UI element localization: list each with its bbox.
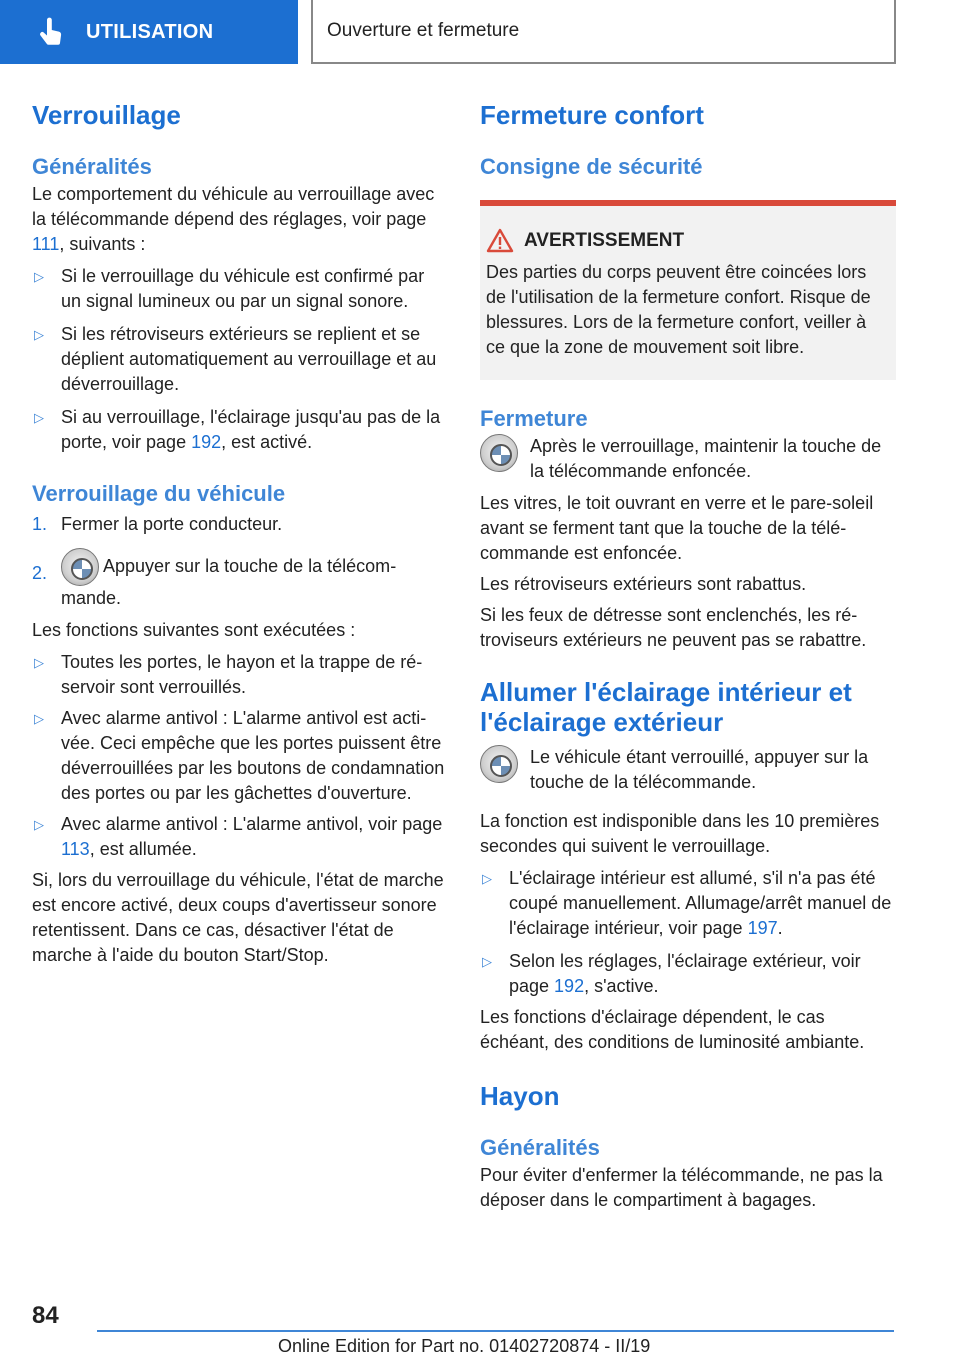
page-link-192[interactable]: 192 [191, 432, 222, 452]
remote-key-icon [480, 745, 518, 783]
chapter-title: Ouverture et fermeture [327, 20, 520, 41]
heading-verrouillage: Verrouillage [32, 100, 181, 130]
intro-paragraph: Le comportement du véhicule au verrouillage avec la télécommande dépend des réglages, voir page 111, suivants : [32, 184, 435, 254]
edition-footer: Online Edition for Part no. 01402720874 - II/19 [278, 1336, 651, 1356]
right-column [480, 100, 896, 1213]
warning-box [480, 200, 896, 380]
settings-list [32, 264, 448, 455]
hayon-paragraph: Pour éviter d'enfermer la télécommande, ne pas la déposer dans le compartiment à bagages. [480, 1165, 883, 1210]
page-link-111[interactable]: 111 [32, 234, 60, 254]
heading-hayon-generalites: Généralités [480, 1135, 600, 1160]
fermeture-key-text: Après le verrouillage, maintenir la touche de la télécommande enfoncée. [530, 436, 882, 481]
list-item: ▷ Toutes les portes, le hayon et la trappe de réservoir sont verrouillés. [32, 650, 448, 700]
warning-triangle-icon [486, 228, 514, 254]
left-column [32, 100, 448, 968]
list-item: ▷ Selon les réglages, l'éclairage extérieur, voir page 192, s'active. [480, 949, 896, 999]
list-item: ▷ Si les rétroviseurs extérieurs se replient et se déplient automatiquement au verrouillage et au déverrouillage. [32, 322, 448, 397]
page-link-192[interactable]: 192 [554, 976, 585, 996]
list-item: ▷ L'éclairage intérieur est allumé, s'il n'a pas été coupé manuellement. Allumage/arrêt manuel de l'éclairage intérieur, voir page 197. [480, 866, 896, 941]
heading-hayon: Hayon [480, 1081, 560, 1111]
functions-intro: Les fonctions suivantes sont exécutées : [32, 620, 356, 640]
footer-divider [97, 1330, 894, 1332]
list-item: ▷ Avec alarme antivol : L'alarme antivol, voir page 113, est allumée. [32, 812, 448, 862]
warning-text: Des parties du corps peuvent être coincées lors de l'utilisation de la fermeture confort. Risque de blessures. Lors de la fermeture confort, veiller à ce que la zone de mouvement soit libre. [486, 262, 871, 357]
section-tab [0, 0, 298, 64]
fermeture-paragraph: Les rétroviseurs extérieurs sont rabattus. [480, 574, 807, 594]
hand-pointer-icon [36, 17, 66, 47]
remote-key-icon [61, 548, 99, 586]
chapter-header [311, 0, 896, 64]
remote-key-icon [480, 434, 518, 472]
list-item: ▷ Si au verrouillage, l'éclairage jusqu'au pas de la porte, voir page 192, est activé. [32, 405, 448, 455]
eclairage-key-text: Le véhicule étant verrouillé, appuyer sur la touche de la télécommande. [530, 747, 869, 792]
functions-list [32, 650, 448, 862]
fermeture-paragraph: Si les feux de détresse sont enclenchés, les rétroviseurs extérieurs ne peuvent pas se rabattre. [480, 605, 867, 650]
section-label: UTILISATION [86, 20, 214, 43]
page-number: 84 [32, 1302, 59, 1329]
heading-fermeture: Fermeture [480, 406, 588, 431]
step-item: 2. Appuyer sur la touche de la télécommande. [32, 548, 448, 611]
heading-fermeture-confort: Fermeture confort [480, 100, 704, 130]
heading-consigne: Consigne de sécurité [480, 154, 703, 179]
heading-generalites: Généralités [32, 154, 152, 179]
eclairage-list [480, 866, 896, 999]
eclairage-key-row [480, 745, 896, 795]
fermeture-key-row [480, 434, 896, 484]
fermeture-paragraph: Les vitres, le toit ouvrant en verre et le pare-soleil avant se ferment tant que la touche de la télécommande est enfoncée. [480, 493, 874, 563]
heading-eclairage: Allumer l'éclairage intérieur et l'éclairage extérieur [480, 677, 852, 737]
page-link-113[interactable]: 113 [61, 839, 90, 859]
eclairage-paragraph: La fonction est indisponible dans les 10 premières secondes qui suivent le verrouillage. [480, 811, 880, 856]
steps-list [32, 512, 448, 611]
eclairage-paragraph: Les fonctions d'éclairage dépendent, le cas échéant, des conditions de luminosité ambiante. [480, 1007, 865, 1052]
page-link-197[interactable]: 197 [747, 918, 778, 938]
warning-title-row [486, 228, 890, 254]
list-item: ▷ Si le verrouillage du véhicule est confirmé par un signal lumineux ou par un signal sonore. [32, 264, 448, 314]
step-item: 1. Fermer la porte conducteur. [32, 514, 283, 534]
closing-paragraph: Si, lors du verrouillage du véhicule, l'état de marche est encore activé, deux coups d'avertisseur sonore retentissent. Dans ce cas, désactiver l'état de marche à l'aide du bouton Start/Stop. [32, 870, 444, 965]
list-item: ▷ Avec alarme antivol : L'alarme antivol est activée. Ceci empêche que les portes puissent être déverrouillées par les boutons de condamnation des portes ou par les gâchettes d'ouverture. [32, 706, 448, 806]
heading-verrouillage-vehicule: Verrouillage du véhicule [32, 481, 286, 506]
warning-title: AVERTISSEMENT [524, 230, 685, 251]
